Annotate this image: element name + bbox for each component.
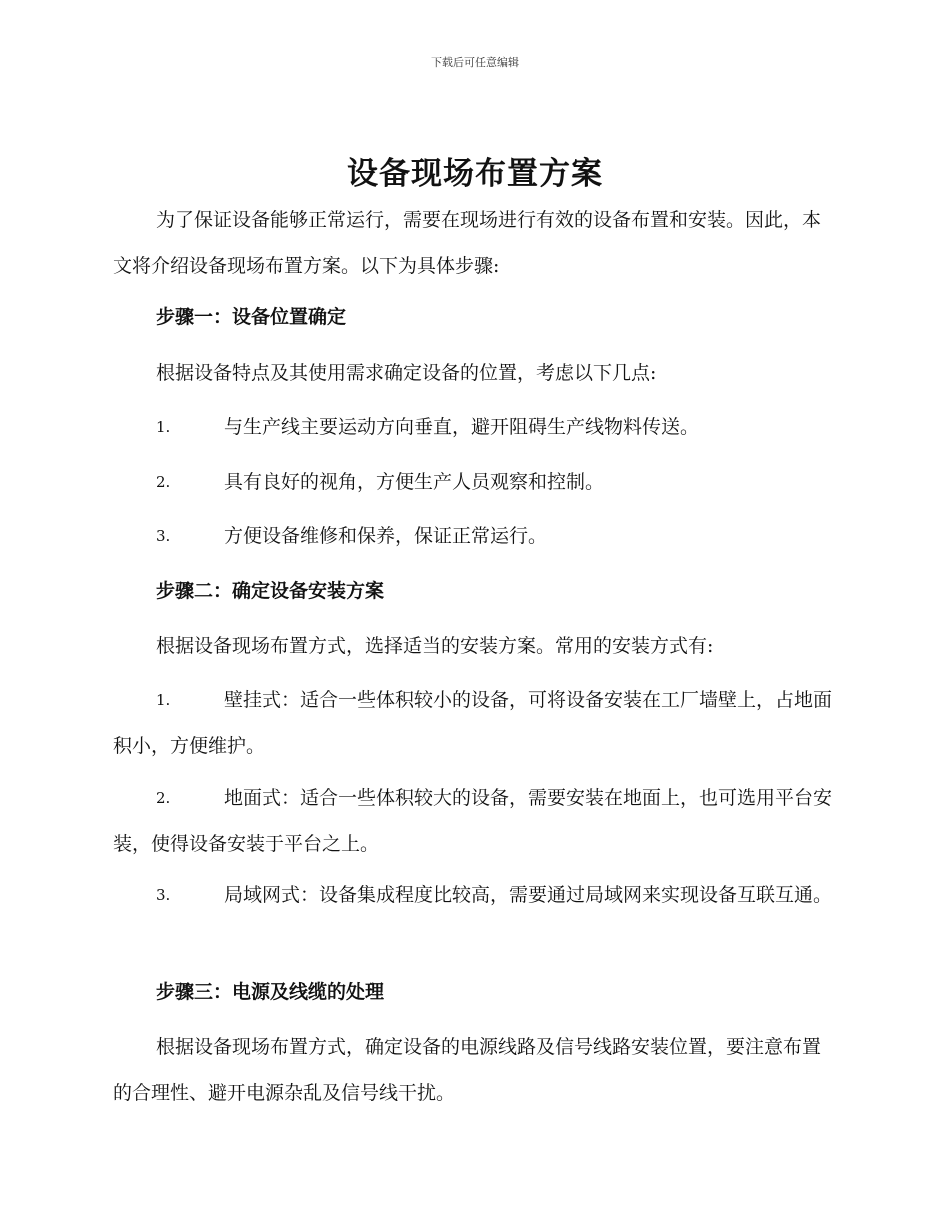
step3-heading: 步骤三：电源及线缆的处理 xyxy=(156,981,385,1003)
list-text: 与生产线主要运动方向垂直，避开阻碍生产线物料传送。 xyxy=(224,416,700,438)
document-title: 设备现场布置方案 xyxy=(347,156,603,192)
list-number: 3. xyxy=(156,886,171,904)
step2-list-item-1 xyxy=(113,677,835,769)
list-text: 地面式：适合一些体积较大的设备，需要安装在地面上，也可选用平台安装，使得设备安装于平台之上。 xyxy=(113,787,833,855)
list-number: 3. xyxy=(156,527,171,545)
step2-heading: 步骤二：确定设备安装方案 xyxy=(156,580,385,602)
step1-list-item-3 xyxy=(113,513,835,559)
intro-paragraph: 为了保证设备能够正常运行，需要在现场进行有效的设备布置和安装。因此，本文将介绍设备现场布置方案。以下为具体步骤: xyxy=(113,209,822,277)
step2-list-item-2 xyxy=(113,775,835,867)
step2-list-item-3 xyxy=(113,872,835,918)
list-number: 1. xyxy=(156,418,171,436)
page-header: 下载后可任意编辑 xyxy=(431,56,519,69)
step1-list-item-2 xyxy=(113,459,835,505)
list-text: 方便设备维修和保养，保证正常运行。 xyxy=(224,525,548,547)
step1-heading: 步骤一：设备位置确定 xyxy=(156,306,347,328)
step1-list-item-1 xyxy=(113,404,835,450)
list-number: 1. xyxy=(156,691,171,709)
list-text: 壁挂式：适合一些体积较小的设备，可将设备安装在工厂墙壁上，占地面积小，方便维护。 xyxy=(113,689,833,757)
step2-paragraph: 根据设备现场布置方式，选择适当的安装方案。常用的安装方式有: xyxy=(156,635,714,657)
list-text: 具有良好的视角，方便生产人员观察和控制。 xyxy=(224,471,605,493)
list-number: 2. xyxy=(156,473,171,491)
step3-paragraph: 根据设备现场布置方式，确定设备的电源线路及信号线路安装位置，要注意布置的合理性、避开电源杂乱及信号线干扰。 xyxy=(113,1036,822,1104)
list-text: 局域网式：设备集成程度比较高，需要通过局域网来实现设备互联互通。 xyxy=(224,884,833,906)
list-number: 2. xyxy=(156,789,171,807)
step1-paragraph: 根据设备特点及其使用需求确定设备的位置，考虑以下几点: xyxy=(156,362,657,384)
